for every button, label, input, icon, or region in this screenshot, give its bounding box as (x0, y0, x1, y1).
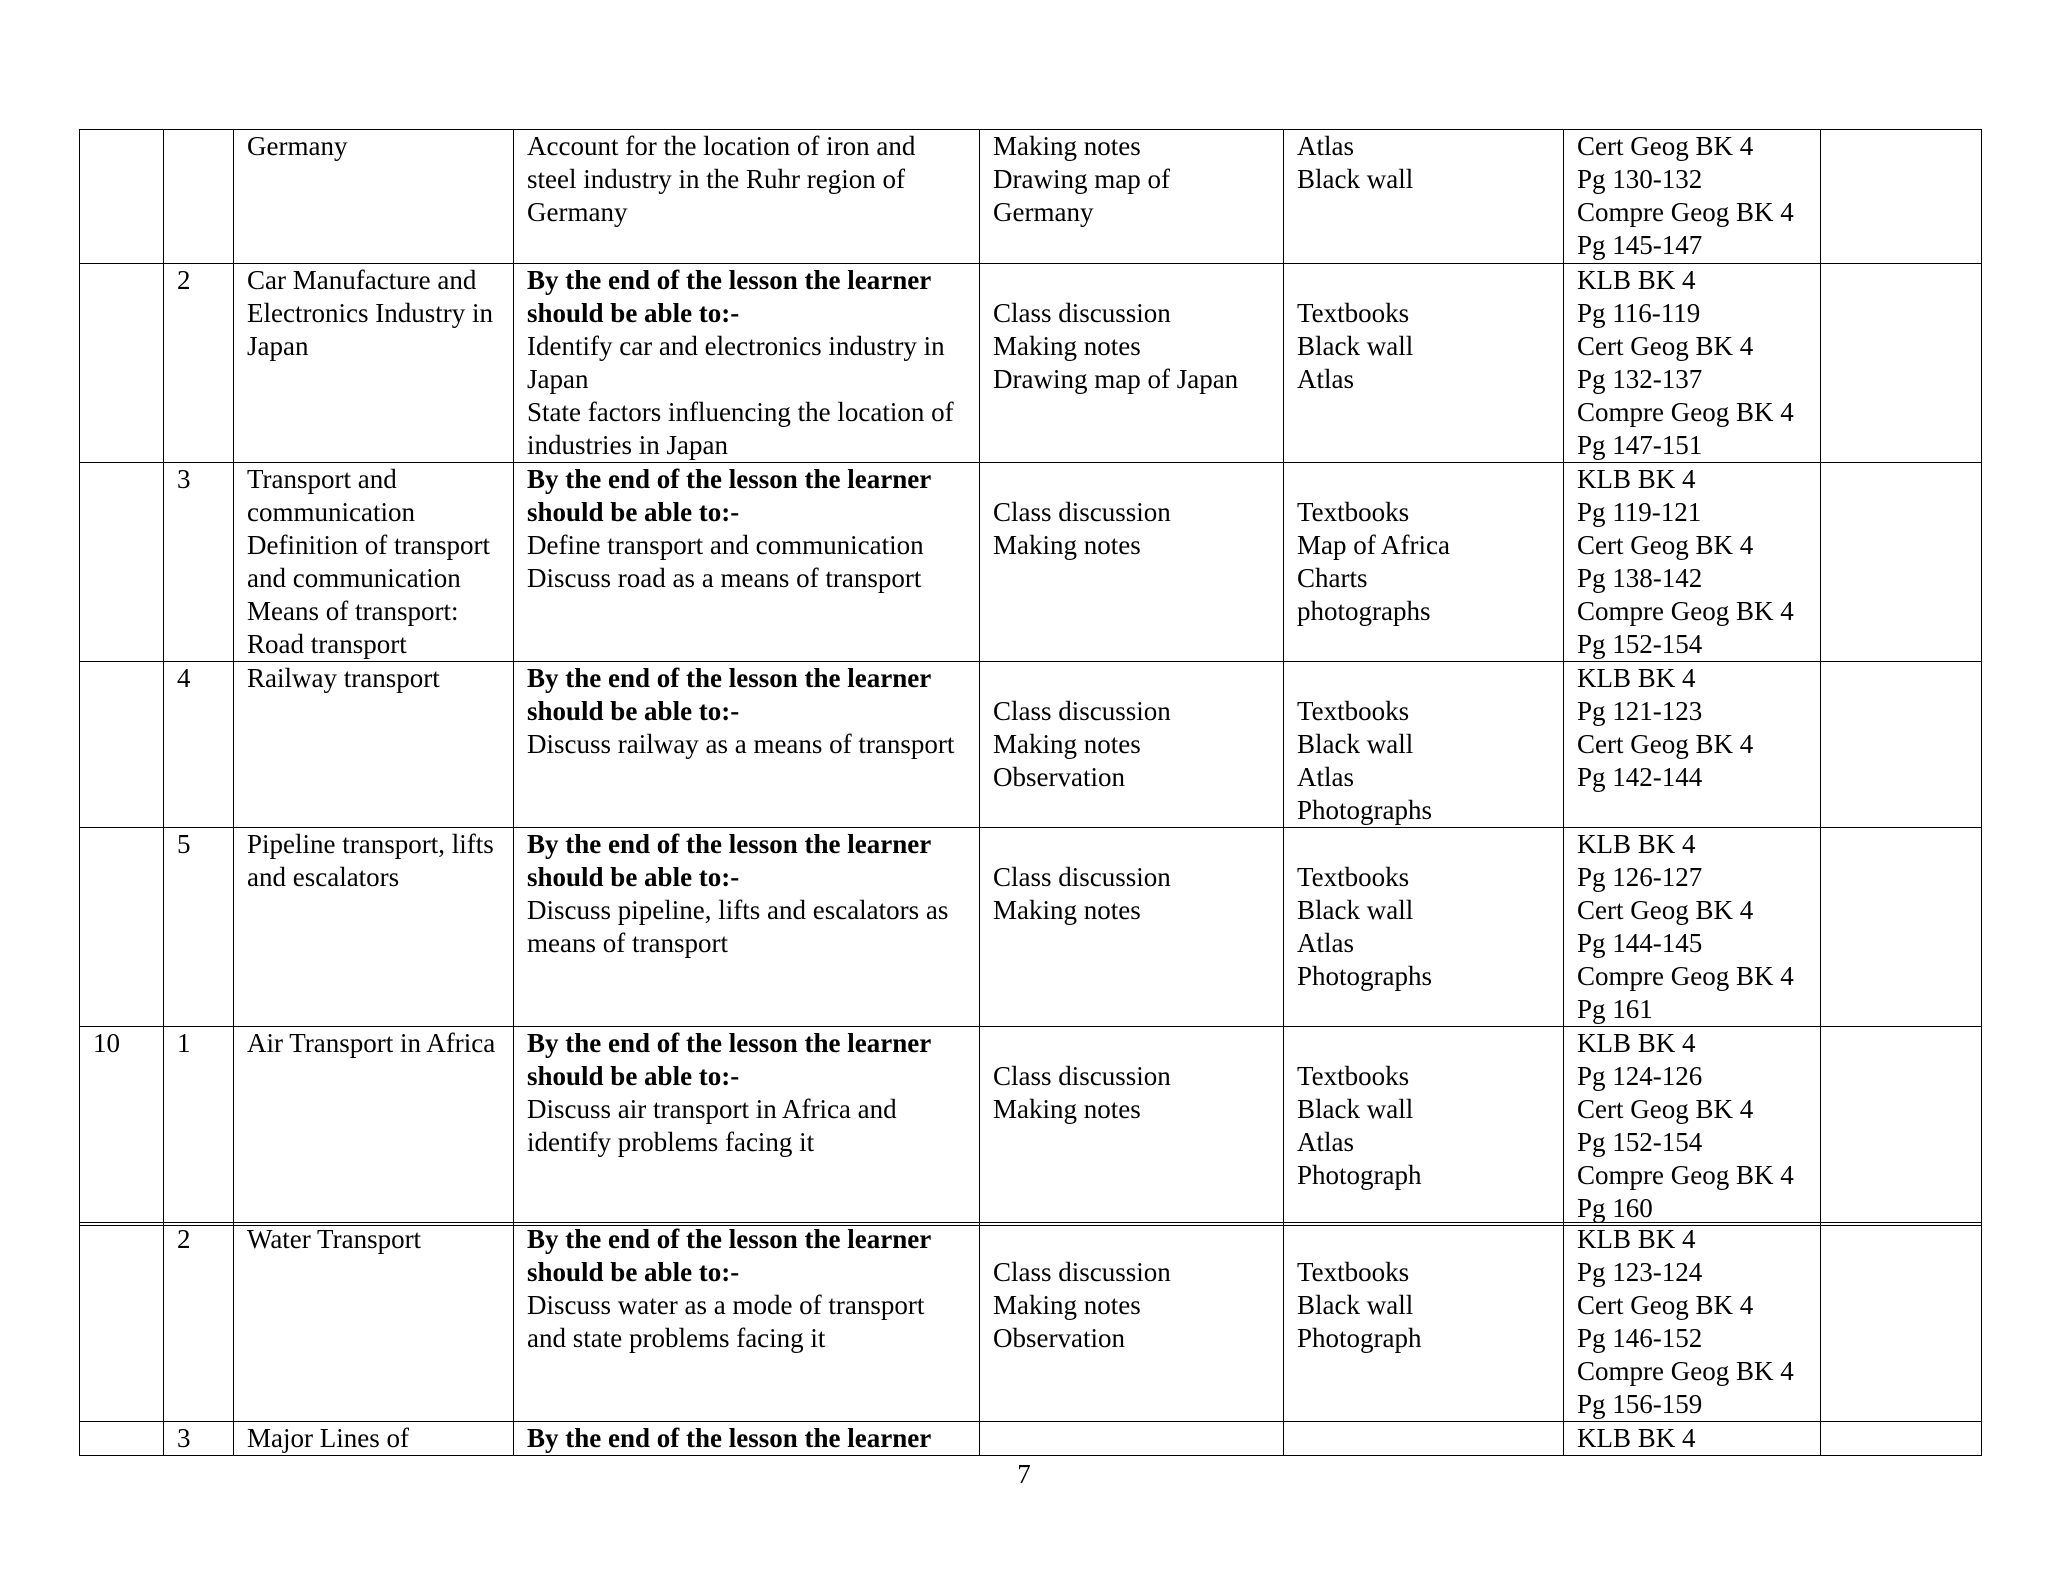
objective-line: Identify car and electronics industry in (527, 331, 945, 361)
topic-cell (234, 463, 514, 662)
references-cell (1564, 264, 1821, 463)
topic-cell (234, 828, 514, 1027)
activitie-line: Making notes (993, 131, 1141, 161)
activities-cell (980, 1027, 1284, 1226)
table-row (80, 1223, 1982, 1422)
reference-line: Cert Geog BK 4 (1577, 1094, 1754, 1124)
topic-cell (234, 264, 514, 463)
topic-cell (234, 1422, 514, 1456)
reference-line: Compre Geog BK 4 (1577, 1356, 1794, 1386)
objectives-cell (514, 1027, 980, 1226)
objective-heading-line: should be able to:- (527, 696, 740, 726)
resource-line: Black wall (1297, 331, 1414, 361)
objective-heading-line: By the end of the lesson the learner (527, 464, 932, 494)
resource-line: Charts (1297, 563, 1368, 593)
reference-line: Pg 124-126 (1577, 1061, 1703, 1091)
lesson-cell (164, 828, 234, 1027)
resource-line: Black wall (1297, 164, 1414, 194)
week-cell (80, 662, 164, 828)
activitie-line: Making notes (993, 729, 1141, 759)
objective-line: Discuss railway as a means of transport (527, 729, 955, 759)
resource-line: Black wall (1297, 729, 1414, 759)
table-row (80, 463, 1982, 662)
topic-cell (234, 1223, 514, 1422)
topic-cell (234, 1027, 514, 1226)
references-cell (1564, 1422, 1821, 1456)
remarks-cell (1821, 130, 1982, 264)
reference-line: Pg 119-121 (1577, 497, 1702, 527)
reference-line: Cert Geog BK 4 (1577, 729, 1754, 759)
objective-line: Germany (527, 197, 628, 227)
objective-heading-line: By the end of the lesson the learner (527, 265, 932, 295)
topic-line: Definition of transport (247, 530, 490, 560)
resources-cell (1284, 1422, 1564, 1456)
reference-line: Cert Geog BK 4 (1577, 1290, 1754, 1320)
reference-line: Pg 147-151 (1577, 430, 1703, 460)
objective-heading-line: By the end of the lesson the learner (527, 1028, 932, 1058)
activitie-line: Class discussion (993, 298, 1171, 328)
lesson-value: 3 (177, 464, 191, 494)
reference-line: Cert Geog BK 4 (1577, 530, 1754, 560)
topic-line: communication (247, 497, 415, 527)
objective-line: identify problems facing it (527, 1127, 815, 1157)
lesson-cell (164, 662, 234, 828)
objective-heading-line: should be able to:- (527, 862, 740, 892)
remarks-cell (1821, 662, 1982, 828)
objective-heading-line: should be able to:- (527, 1257, 740, 1287)
resource-line: Photographs (1297, 795, 1432, 825)
references-cell (1564, 463, 1821, 662)
activities-cell (980, 1422, 1284, 1456)
reference-line: Cert Geog BK 4 (1577, 895, 1754, 925)
activitie-line: Making notes (993, 1094, 1141, 1124)
resources-cell (1284, 1223, 1564, 1422)
resources-cell (1284, 662, 1564, 828)
resource-line: photographs (1297, 596, 1431, 626)
objectives-cell (514, 1422, 980, 1456)
resource-line: Atlas (1297, 364, 1354, 394)
objective-line: Discuss road as a means of transport (527, 563, 922, 593)
reference-line: Pg 152-154 (1577, 629, 1703, 659)
lesson-value: 2 (177, 1224, 191, 1254)
reference-line: Pg 116-119 (1577, 298, 1701, 328)
week-cell (80, 1223, 164, 1422)
reference-line: Pg 160 (1577, 1193, 1653, 1223)
objective-line: steel industry in the Ruhr region of (527, 164, 905, 194)
remarks-cell (1821, 463, 1982, 662)
topic-line: Water Transport (247, 1224, 422, 1254)
activitie-line: Germany (993, 197, 1094, 227)
remarks-cell (1821, 264, 1982, 463)
resource-line: Black wall (1297, 1290, 1414, 1320)
objective-line: Discuss pipeline, lifts and escalators as (527, 895, 949, 925)
reference-line: Pg 126-127 (1577, 862, 1703, 892)
resource-line: Textbooks (1297, 298, 1410, 328)
resource-line: Black wall (1297, 895, 1414, 925)
objectives-cell (514, 662, 980, 828)
table-row (80, 1422, 1982, 1456)
activities-cell (980, 1223, 1284, 1422)
activities-cell (980, 463, 1284, 662)
lesson-cell (164, 1223, 234, 1422)
resources-cell (1284, 828, 1564, 1027)
objective-heading-line: By the end of the lesson the learner (527, 1224, 932, 1254)
topic-line: Transport and (247, 464, 397, 494)
objective-line: industries in Japan (527, 430, 728, 460)
objectives-cell (514, 130, 980, 264)
resource-line: Textbooks (1297, 862, 1410, 892)
lesson-cell (164, 463, 234, 662)
topic-line: Car Manufacture and (247, 265, 477, 295)
resource-line: Textbooks (1297, 1061, 1410, 1091)
remarks-cell (1821, 1223, 1982, 1422)
reference-line: Pg 146-152 (1577, 1323, 1703, 1353)
objective-heading-line: By the end of the lesson the learner (527, 663, 932, 693)
references-cell (1564, 1027, 1821, 1226)
reference-line: Pg 145-147 (1577, 230, 1703, 260)
topic-line: Electronics Industry in (247, 298, 493, 328)
resource-line: Atlas (1297, 1127, 1354, 1157)
resource-line: Atlas (1297, 928, 1354, 958)
activitie-line: Observation (993, 762, 1125, 792)
activitie-line: Class discussion (993, 862, 1171, 892)
topic-line: Railway transport (247, 663, 440, 693)
objective-line: Japan (527, 364, 589, 394)
activitie-line: Observation (993, 1323, 1125, 1353)
objective-line: Discuss air transport in Africa and (527, 1094, 897, 1124)
reference-line: Compre Geog BK 4 (1577, 1160, 1794, 1190)
week-cell (80, 463, 164, 662)
resource-line: Atlas (1297, 762, 1354, 792)
objective-heading-line: By the end of the lesson the learner (527, 1423, 932, 1453)
reference-line: Cert Geog BK 4 (1577, 331, 1754, 361)
topic-line: Major Lines of (247, 1423, 409, 1453)
resource-line: Textbooks (1297, 497, 1410, 527)
lesson-cell (164, 1027, 234, 1226)
objective-line: State factors influencing the location of (527, 397, 954, 427)
objective-line: means of transport (527, 928, 728, 958)
resource-line: Textbooks (1297, 1257, 1410, 1287)
table-row (80, 662, 1982, 828)
remarks-cell (1821, 1027, 1982, 1226)
activitie-line: Class discussion (993, 696, 1171, 726)
activities-cell (980, 662, 1284, 828)
table-row (80, 1027, 1982, 1226)
topic-line: and communication (247, 563, 461, 593)
week-cell (80, 130, 164, 264)
objective-heading-line: should be able to:- (527, 298, 740, 328)
activitie-line: Drawing map of (993, 164, 1170, 194)
table-row (80, 130, 1982, 264)
resource-line: Black wall (1297, 1094, 1414, 1124)
reference-line: Cert Geog BK 4 (1577, 131, 1754, 161)
reference-line: KLB BK 4 (1577, 265, 1696, 295)
week-cell (80, 1027, 164, 1226)
activitie-line: Class discussion (993, 497, 1171, 527)
reference-line: Compre Geog BK 4 (1577, 397, 1794, 427)
reference-line: Compre Geog BK 4 (1577, 596, 1794, 626)
resources-cell (1284, 1027, 1564, 1226)
objectives-cell (514, 264, 980, 463)
reference-line: KLB BK 4 (1577, 663, 1696, 693)
reference-line: Pg 156-159 (1577, 1389, 1703, 1419)
lesson-value: 5 (177, 829, 191, 859)
reference-line: Pg 123-124 (1577, 1257, 1703, 1287)
reference-line: Pg 144-145 (1577, 928, 1703, 958)
table-row (80, 828, 1982, 1027)
activitie-line: Making notes (993, 331, 1141, 361)
lesson-value: 1 (177, 1028, 191, 1058)
objectives-cell (514, 828, 980, 1027)
objective-heading-line: By the end of the lesson the learner (527, 829, 932, 859)
resource-line: Photograph (1297, 1160, 1422, 1190)
topic-line: Japan (247, 331, 309, 361)
lesson-value: 2 (177, 265, 191, 295)
activities-cell (980, 828, 1284, 1027)
topic-cell (234, 662, 514, 828)
activities-cell (980, 264, 1284, 463)
reference-line: Pg 152-154 (1577, 1127, 1703, 1157)
page-number: 7 (1017, 1459, 1031, 1489)
reference-line: KLB BK 4 (1577, 829, 1696, 859)
table-row (80, 264, 1982, 463)
reference-line: KLB BK 4 (1577, 1224, 1696, 1254)
remarks-cell (1821, 828, 1982, 1027)
lesson-value: 4 (177, 663, 191, 693)
resource-line: Photograph (1297, 1323, 1422, 1353)
reference-line: Pg 138-142 (1577, 563, 1703, 593)
objective-line: Discuss water as a mode of transport (527, 1290, 925, 1320)
lesson-cell (164, 264, 234, 463)
scheme-of-work-table-continued (79, 1222, 1982, 1456)
objective-heading-line: should be able to:- (527, 1061, 740, 1091)
resource-line: Textbooks (1297, 696, 1410, 726)
topic-line: Air Transport in Africa (247, 1028, 496, 1058)
references-cell (1564, 130, 1821, 264)
reference-line: Pg 161 (1577, 994, 1653, 1024)
reference-line: Pg 121-123 (1577, 696, 1703, 726)
activitie-line: Class discussion (993, 1257, 1171, 1287)
reference-line: Compre Geog BK 4 (1577, 197, 1794, 227)
reference-line: Pg 132-137 (1577, 364, 1703, 394)
resource-line: Photographs (1297, 961, 1432, 991)
references-cell (1564, 828, 1821, 1027)
week-cell (80, 264, 164, 463)
reference-line: KLB BK 4 (1577, 1028, 1696, 1058)
reference-line: Pg 130-132 (1577, 164, 1703, 194)
scheme-of-work-table (79, 129, 1982, 1226)
topic-line: Pipeline transport, lifts (247, 829, 494, 859)
lesson-cell (164, 130, 234, 264)
objectives-cell (514, 1223, 980, 1422)
lesson-value: 3 (177, 1423, 191, 1453)
week-value: 10 (93, 1028, 120, 1058)
table-body (80, 130, 1982, 1226)
activitie-line: Class discussion (993, 1061, 1171, 1091)
resources-cell (1284, 264, 1564, 463)
resource-line: Atlas (1297, 131, 1354, 161)
references-cell (1564, 662, 1821, 828)
objectives-cell (514, 463, 980, 662)
objective-line: Account for the location of iron and (527, 131, 916, 161)
reference-line: KLB BK 4 (1577, 1423, 1696, 1453)
remarks-cell (1821, 1422, 1982, 1456)
topic-line: Road transport (247, 629, 407, 659)
objective-line: Define transport and communication (527, 530, 924, 560)
topic-line: and escalators (247, 862, 400, 892)
objective-line: and state problems facing it (527, 1323, 826, 1353)
table-body (80, 1223, 1982, 1456)
activities-cell (980, 130, 1284, 264)
resource-line: Map of Africa (1297, 530, 1450, 560)
lesson-cell (164, 1422, 234, 1456)
activitie-line: Making notes (993, 530, 1141, 560)
week-cell (80, 1422, 164, 1456)
reference-line: Compre Geog BK 4 (1577, 961, 1794, 991)
reference-line: Pg 142-144 (1577, 762, 1703, 792)
references-cell (1564, 1223, 1821, 1422)
week-cell (80, 828, 164, 1027)
reference-line: KLB BK 4 (1577, 464, 1696, 494)
resources-cell (1284, 130, 1564, 264)
resources-cell (1284, 463, 1564, 662)
activitie-line: Making notes (993, 1290, 1141, 1320)
activitie-line: Making notes (993, 895, 1141, 925)
topic-line: Means of transport: (247, 596, 459, 626)
activitie-line: Drawing map of Japan (993, 364, 1239, 394)
objective-heading-line: should be able to:- (527, 497, 740, 527)
topic-line: Germany (247, 131, 348, 161)
topic-cell (234, 130, 514, 264)
